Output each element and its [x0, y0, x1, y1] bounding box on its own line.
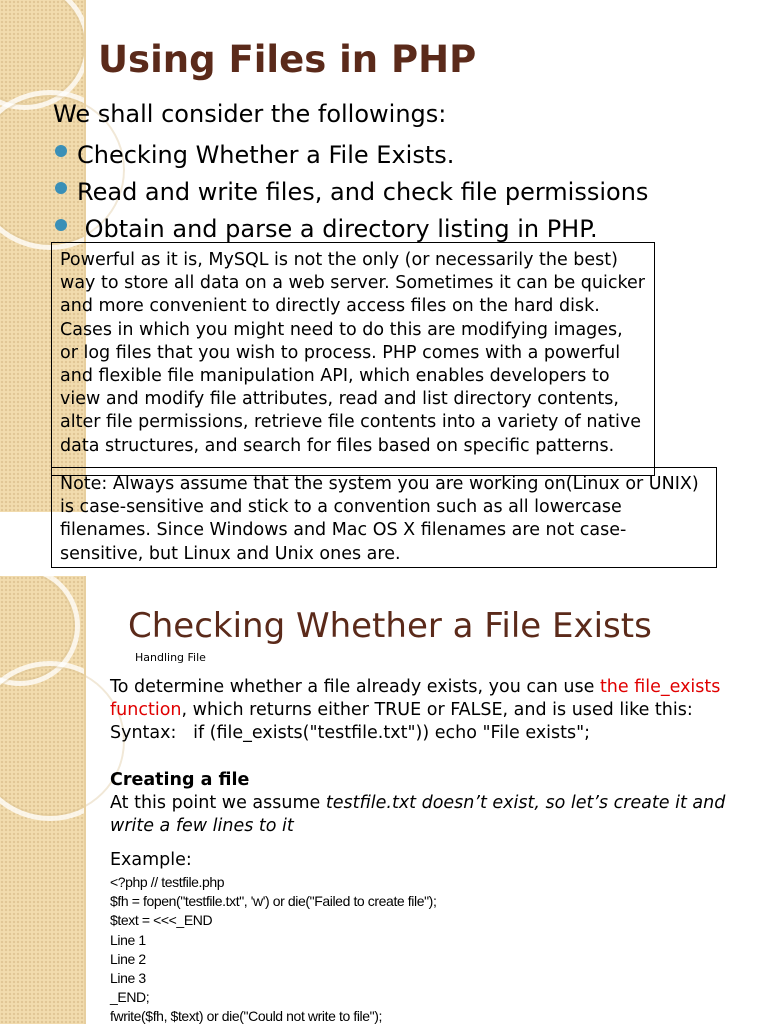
slide-title: Using Files in PHP — [98, 38, 477, 81]
list-item: Checking Whether a File Exists. — [53, 137, 648, 174]
code-line: Line 2 — [110, 950, 146, 967]
list-item: Read and write files, and check file permissions — [53, 174, 648, 211]
topic-list — [53, 137, 648, 248]
bullet-dot-icon — [55, 182, 67, 194]
intro-paragraph: To determine whether a file already exists, you can use the file_exists function, which returns either TRUE or FALSE, and is used like this: — [110, 677, 721, 721]
code-sample — [110, 873, 436, 1024]
section-heading: Creating a file — [110, 769, 250, 790]
code-line: Line 3 — [110, 970, 146, 987]
decorative-side-panel — [0, 576, 84, 1024]
code-line: $text = <<<_END — [110, 912, 213, 929]
bullet-dot-icon — [55, 219, 67, 231]
syntax-line: Syntax: if (file_exists("testfile.txt")) echo "File exists"; — [110, 723, 591, 744]
code-line: _END; — [110, 989, 150, 1006]
case-sensitivity-note-box: Note: Always assume that the system you are working on(Linux or UNIX) is case-sensitive and stick to a convention such as all lowercase filenames. Since Windows and Mac OS X filenames are not case-sensitive, but Linux and Unix ones are. — [51, 467, 717, 568]
example-label: Example: — [110, 850, 192, 870]
slide-footer-label: Handling File — [135, 651, 206, 664]
assumption-text: At this point we assume testfile.txt doesn’t exist, so let’s create it and write a few lines to it — [110, 792, 726, 837]
bullet-dot-icon — [55, 145, 67, 157]
mysql-note-box: Powerful as it is, MySQL is not the only (or necessarily the best) way to store all data on a web server. Sometimes it can be quicker and more convenient to directly access files on the hard disk. Cases in which you might need to do this are modifying images, or log files that you wish to process. PHP comes with a powerful and flexible file manipulation API, which enables developers to view and modify file attributes, read and list directory contents, alter file permissions, retrieve file contents into a variety of native data structures, and search for files based on specific patterns. — [51, 242, 655, 476]
slide-title: Checking Whether a File Exists — [128, 606, 652, 646]
slide-body — [110, 676, 730, 838]
highlighted-term: the file_exists function — [110, 677, 721, 721]
code-line: <?php // testfile.php — [110, 874, 225, 890]
code-line: fwrite($fh, $text) or die("Could not write to file"); — [110, 1008, 382, 1024]
list-item: Obtain and parse a directory listing in PHP. — [53, 211, 648, 248]
code-line: $fh = fopen("testfile.txt", 'w') or die("Failed to create file"); — [110, 893, 437, 910]
decorative-edge — [84, 576, 86, 1024]
intro-text: We shall consider the followings: — [53, 100, 447, 128]
slide-2 — [0, 576, 768, 1024]
code-line: Line 1 — [110, 931, 146, 948]
